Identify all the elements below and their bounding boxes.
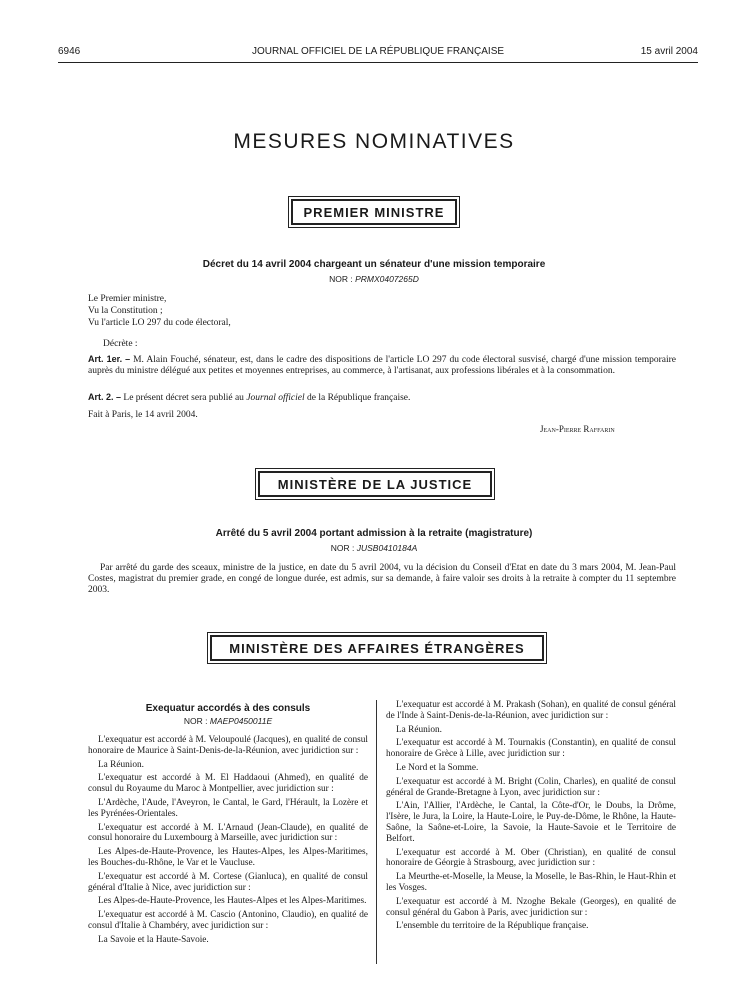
paragraph: La Réunion.: [396, 724, 442, 735]
fait-a-paris: Fait à Paris, le 14 avril 2004.: [88, 410, 198, 420]
nor-code: JUSB0410184A: [356, 543, 418, 553]
issue-date: 15 avril 2004: [640, 46, 698, 57]
nor-label: NOR :: [183, 716, 208, 726]
article-2-text-end: de la République française.: [307, 393, 411, 403]
paragraph: L'exequatur est accordé à M. Veloupoulé (Jacques), en qualité de consul honoraire de Maurice à Saint-Denis-de-la-Réunion, avec juridiction sur :: [88, 735, 368, 756]
nor-code: PRMX0407265D: [355, 274, 419, 284]
section-heading: MINISTÈRE DES AFFAIRES ÉTRANGÈRES: [210, 635, 544, 661]
left-column: [88, 735, 368, 949]
journal-officiel-ref: Journal officiel: [246, 393, 305, 403]
paragraph: Les Alpes-de-Haute-Provence, les Hautes-Alpes, les Alpes-Maritimes, les Bouches-du-Rhône, le Var et le Vaucluse.: [88, 847, 368, 868]
paragraph: La Réunion.: [98, 759, 144, 770]
section-heading: MINISTÈRE DE LA JUSTICE: [258, 471, 492, 497]
section-box-affaires-etrangeres: [207, 632, 547, 664]
visa-line: Vu la Constitution ;: [88, 306, 163, 316]
section-box-premier-ministre: [288, 196, 460, 228]
decrete-line: Décrète :: [103, 339, 138, 349]
section-box-justice: [255, 468, 495, 500]
paragraph: Le Nord et la Somme.: [396, 762, 479, 773]
paragraph: L'Ardèche, l'Aude, l'Aveyron, le Cantal, le Gard, l'Hérault, la Lozère et les Pyrénées-Orientales.: [88, 797, 368, 819]
visa-line: Vu l'article LO 297 du code électoral,: [88, 318, 231, 328]
article-1: [88, 354, 676, 377]
article-2-text: Le présent décret sera publié au: [123, 393, 244, 403]
paragraph: L'exequatur est accordé à M. L'Arnaud (Jean-Claude), en qualité de consul honoraire du Luxembourg à Marseille, avec juridiction sur :: [88, 822, 368, 844]
page-number: 6946: [58, 46, 81, 57]
section-heading: PREMIER MINISTRE: [291, 199, 457, 225]
paragraph: Les Alpes-de-Haute-Provence, les Hautes-Alpes et les Alpes-Maritimes.: [98, 896, 367, 907]
nor-label: NOR :: [330, 543, 355, 553]
paragraph: L'exequatur est accordé à M. Cortese (Gianluca), en qualité de consul général d'Italie à Nice, avec juridiction sur :: [88, 871, 368, 893]
arrete-title: Arrêté du 5 avril 2004 portant admission à la retraite (magistrature): [215, 528, 533, 539]
signature: Jean-Pierre Raffarin: [540, 424, 615, 434]
arrete-text: Par arrêté du garde des sceaux, ministre de la justice, en date du 5 avril 2004, vu la décision du Conseil d'Etat en date du 3 mars 2004, M. Jean-Paul Costes, magistrat du premier grade, en congé de longue durée, est admis, sur sa demande, à faire valoir ses droits à la retraite à compter du 11 septembre 2003.: [88, 563, 676, 595]
article-1-label: Art. 1er. –: [88, 354, 131, 364]
article-2: [88, 392, 676, 404]
nor-label: NOR :: [329, 274, 353, 284]
running-header: [58, 46, 698, 60]
paragraph: L'Ain, l'Allier, l'Ardèche, le Cantal, la Côte-d'Or, le Doubs, la Drôme, l'Isère, le Jura, la Loire, la Haute-Loire, le Puy-de-Dôme, le Rhône, la Haute-Saône, la Saône-et-Loire, la Savoie, la Haute-Savoie et le Territoire de Belfort.: [386, 801, 676, 844]
right-column: [386, 700, 676, 935]
column-divider: [376, 700, 377, 964]
visa-line: Le Premier ministre,: [88, 294, 167, 304]
paragraph: L'exequatur est accordé à M. Ober (Christian), en qualité de consul honoraire de Géorgie à Strasbourg, avec juridiction sur :: [386, 847, 676, 869]
nor-code: MAEP0450011E: [209, 716, 273, 726]
article-1-text: M. Alain Fouché, sénateur, est, dans le cadre des dispositions de l'article LO 297 du code électoral susvisé, chargé d'une mission temporaire auprès du ministre délégué aux petites et moyennes entreprises, au commerce, à l'artisanat, aux professions libérales et à la consommation.: [88, 355, 677, 376]
paragraph: L'exequatur est accordé à M. Cascio (Antonino, Claudio), en qualité de consul d'Italie à Chambéry, avec juridiction sur :: [88, 910, 368, 931]
paragraph: L'ensemble du territoire de la République française.: [396, 921, 589, 932]
nor-reference: [0, 274, 748, 284]
paragraph: L'exequatur est accordé à M. Bright (Colin, Charles), en qualité de consul général de Grande-Bretagne à Lyon, avec juridiction sur :: [386, 776, 676, 798]
nor-reference: [0, 543, 748, 553]
decree-title: Décret du 14 avril 2004 chargeant un sénateur d'une mission temporaire: [202, 259, 546, 270]
nor-reference: [88, 716, 368, 726]
exequatur-title: Exequatur accordés à des consuls: [145, 703, 311, 714]
journal-title: JOURNAL OFFICIEL DE LA RÉPUBLIQUE FRANÇAISE: [251, 46, 505, 57]
paragraph: L'exequatur est accordé à M. Tournakis (Constantin), en qualité de consul honoraire de Grèce à Lille, avec juridiction sur :: [386, 738, 676, 760]
paragraph: L'exequatur est accordé à M. Nzoghe Bekale (Georges), en qualité de consul général du Gabon à Paris, avec juridiction sur :: [386, 896, 676, 918]
paragraph: L'exequatur est accordé à M. El Haddaoui (Ahmed), en qualité de consul du Royaume du Maroc à Montpellier, avec juridiction sur :: [88, 773, 368, 795]
paragraph: La Savoie et la Haute-Savoie.: [98, 934, 209, 945]
paragraph: L'exequatur est accordé à M. Prakash (Sohan), en qualité de consul général de l'Inde à Saint-Denis-de-la-Réunion, avec juridiction sur :: [386, 700, 676, 721]
page-title: MESURES NOMINATIVES: [233, 130, 515, 153]
header-rule: [58, 62, 698, 63]
paragraph: La Meurthe-et-Moselle, la Meuse, la Moselle, le Bas-Rhin, le Haut-Rhin et les Vosges.: [386, 872, 676, 893]
article-2-label: Art. 2. –: [88, 392, 122, 402]
